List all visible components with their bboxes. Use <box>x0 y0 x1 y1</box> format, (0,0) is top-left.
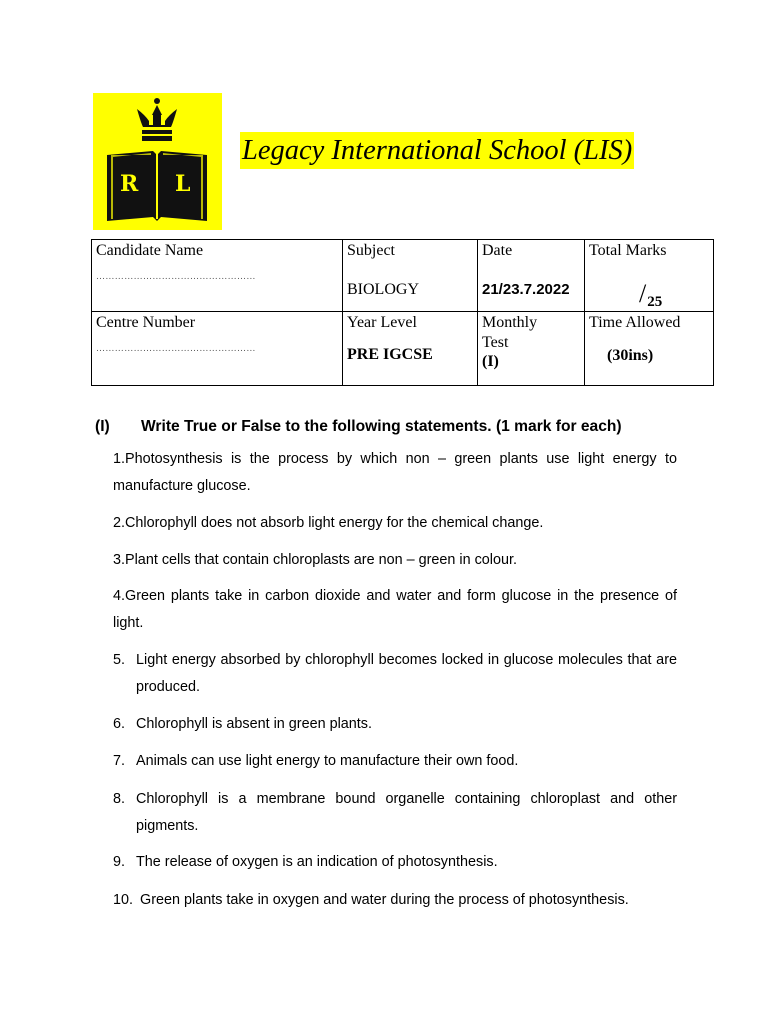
total-marks-value: 25 <box>647 294 663 310</box>
school-name: Legacy International School (LIS) <box>240 132 634 169</box>
question-number: 8. <box>113 791 126 807</box>
question-number: 7. <box>113 753 126 769</box>
year-level-cell <box>343 312 478 386</box>
school-logo <box>93 93 222 230</box>
time-allowed-value: (30ins) <box>607 347 654 364</box>
question-7 <box>113 748 677 775</box>
question-10 <box>113 887 677 914</box>
year-level-label: Year Level <box>347 314 417 331</box>
question-text: Green plants take in carbon dioxide and water and form glucose in the presence of light. <box>113 588 677 631</box>
subject-value: BIOLOGY <box>347 281 419 298</box>
candidate-name-label: Candidate Name <box>96 242 204 259</box>
date-value: 21/23.7.2022 <box>482 281 570 298</box>
candidate-name-cell[interactable] <box>92 240 343 312</box>
question-text: Light energy absorbed by chlorophyll becomes locked in glucose molecules that are produced. <box>136 652 677 695</box>
question-text: Green plants take in oxygen and water during the process of photosynthesis. <box>140 892 629 908</box>
question-number: 6. <box>113 716 126 732</box>
test-cell <box>478 312 585 386</box>
total-marks-fraction: $/_{25}$ <box>639 279 663 310</box>
subject-label: Subject <box>347 242 395 259</box>
candidate-info-table <box>91 239 714 386</box>
question-1 <box>113 446 677 500</box>
date-label: Date <box>482 242 513 259</box>
crown-book-icon <box>93 93 222 230</box>
question-text: Chlorophyll is a membrane bound organelle containing chloroplast and other pigments. <box>136 791 677 834</box>
question-6 <box>113 711 677 738</box>
section-instruction: Write True or False to the following statements. (1 mark for each) <box>141 418 622 435</box>
section-heading <box>95 418 622 436</box>
total-marks-cell <box>585 240 714 312</box>
centre-number-cell[interactable] <box>92 312 343 386</box>
total-marks-label: Total Marks <box>589 242 667 259</box>
question-number: 9. <box>113 854 126 870</box>
logo-letter-l: L <box>175 171 191 197</box>
question-number: 3. <box>113 552 126 568</box>
year-level-value: PRE IGCSE <box>347 346 433 363</box>
question-4 <box>113 583 677 637</box>
centre-number-label: Centre Number <box>96 314 196 331</box>
centre-number-dots: …………………………………………… <box>96 343 256 353</box>
candidate-name-dots: …………………………………………… <box>96 271 256 281</box>
question-text: Chlorophyll does not absorb light energy for the chemical change. <box>125 515 544 531</box>
question-text: Chlorophyll is absent in green plants. <box>136 716 372 732</box>
test-value: (I) <box>482 353 499 370</box>
question-5 <box>113 647 677 701</box>
question-2 <box>113 510 677 537</box>
subject-cell <box>343 240 478 312</box>
question-8 <box>113 786 677 840</box>
time-allowed-cell <box>585 312 714 386</box>
question-number: 2. <box>113 515 126 531</box>
test-label: Monthly Test <box>482 314 538 351</box>
date-cell <box>478 240 585 312</box>
question-number: 1. <box>113 451 126 467</box>
question-3 <box>113 547 677 574</box>
section-number: (I) <box>95 418 110 435</box>
question-number: 5. <box>113 652 126 668</box>
question-number: 4. <box>113 588 126 604</box>
question-text: Plant cells that contain chloroplasts are non – green in colour. <box>125 552 517 568</box>
question-text: Photosynthesis is the process by which non – green plants use light energy to manufacture glucose. <box>113 451 677 494</box>
question-number: 10. <box>113 892 134 908</box>
time-allowed-label: Time Allowed <box>589 314 681 331</box>
logo-letter-r: R <box>120 171 139 197</box>
question-text: The release of oxygen is an indication of photosynthesis. <box>136 854 498 870</box>
question-9 <box>113 849 677 876</box>
question-text: Animals can use light energy to manufacture their own food. <box>136 753 519 769</box>
